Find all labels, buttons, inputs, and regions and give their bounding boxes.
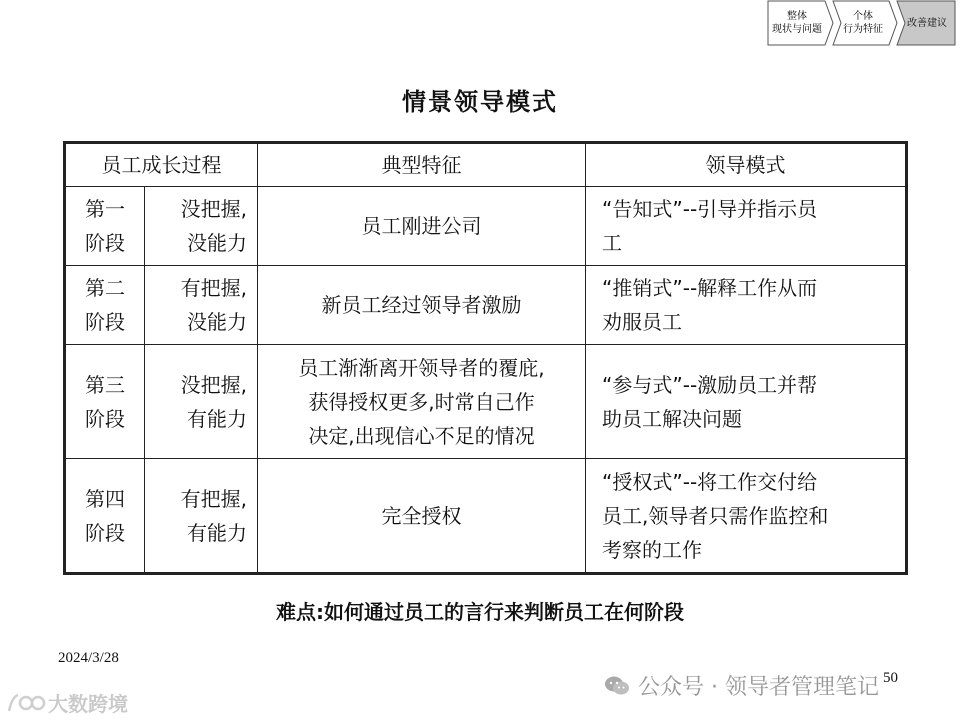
crumb-3-line-1: 改善建议 <box>907 17 947 29</box>
slide-date: 2024/3/28 <box>58 650 119 666</box>
mode-cell <box>586 266 907 345</box>
feature-cell <box>258 187 586 266</box>
condition-text: 有把握, <box>180 486 247 511</box>
mode-text: “告知式”--引导并指示员 <box>602 197 818 221</box>
header-growth-process: 员工成长过程 <box>65 143 258 187</box>
feature-cell <box>258 266 586 345</box>
stage-text: 第三 <box>85 372 125 397</box>
stage-cell <box>65 266 145 345</box>
wechat-icon <box>604 675 630 697</box>
condition-text: 没能力 <box>187 231 247 255</box>
stage-text: 阶段 <box>85 406 125 431</box>
dashu-logo-icon <box>6 691 46 715</box>
crumb-2-line-1: 个体 <box>853 11 873 22</box>
crumb-1-line-1: 整体 <box>787 11 807 22</box>
mode-cell <box>586 459 907 574</box>
mode-text: 工 <box>602 231 622 255</box>
stage-text: 第四 <box>85 486 125 511</box>
crumb-improvement-suggestions[interactable] <box>899 0 955 46</box>
header-leadership-mode: 领导模式 <box>586 143 907 187</box>
breadcrumb <box>767 0 957 46</box>
table-row <box>65 459 907 574</box>
watermark <box>6 688 128 717</box>
table-row <box>65 345 907 459</box>
mode-text: 考察的工作 <box>602 537 702 562</box>
wechat-account-text: 公众号 · 领导者管理笔记 <box>638 675 879 700</box>
crumb-2-line-2: 行为特征 <box>843 24 883 35</box>
condition-cell <box>145 187 258 266</box>
condition-text: 有把握, <box>180 276 247 300</box>
feature-text: 决定,出现信心不足的情况 <box>308 423 535 448</box>
slide-title: 情景领导模式 <box>402 88 558 116</box>
feature-text: 完全授权 <box>381 503 462 528</box>
watermark-text: 大数跨境 <box>48 692 128 716</box>
feature-cell <box>258 345 586 459</box>
situational-leadership-table <box>63 141 908 575</box>
stage-text: 阶段 <box>85 520 125 545</box>
condition-text: 有能力 <box>187 520 247 545</box>
table-row <box>65 187 907 266</box>
mode-cell <box>586 345 907 459</box>
feature-text: 新员工经过领导者激励 <box>321 293 522 317</box>
condition-text: 没把握, <box>180 372 247 397</box>
stage-text: 第一 <box>85 197 125 221</box>
crumb-individual-behavior[interactable] <box>835 0 891 46</box>
header-typical-features: 典型特征 <box>258 143 586 187</box>
stage-text: 阶段 <box>85 231 125 255</box>
condition-text: 没把握, <box>180 197 247 221</box>
mode-text: “参与式”--激励员工并帮 <box>602 372 818 397</box>
mode-text: 员工,领导者只需作监控和 <box>602 503 829 528</box>
condition-cell <box>145 459 258 574</box>
crumb-overall-status[interactable] <box>767 0 827 46</box>
feature-text: 获得授权更多,时常自己作 <box>308 389 535 414</box>
feature-text: 员工刚进公司 <box>361 214 482 238</box>
wechat-account-label <box>604 670 879 701</box>
table-header-row <box>65 143 907 187</box>
stage-cell <box>65 187 145 266</box>
mode-text: “授权式”--将工作交付给 <box>602 469 818 494</box>
mode-cell <box>586 187 907 266</box>
feature-text: 员工渐渐离开领导者的覆庇, <box>298 355 545 380</box>
stage-cell <box>65 459 145 574</box>
mode-text: 助员工解决问题 <box>602 406 742 431</box>
page-number: 50 <box>883 670 898 686</box>
condition-cell <box>145 266 258 345</box>
difficulty-note: 难点:如何通过员工的言行来判断员工在何阶段 <box>276 600 684 624</box>
condition-cell <box>145 345 258 459</box>
crumb-1-line-2: 现状与问题 <box>772 24 822 35</box>
mode-text: “推销式”--解释工作从而 <box>602 276 818 300</box>
mode-text: 劝服员工 <box>602 310 682 334</box>
stage-cell <box>65 345 145 459</box>
feature-cell <box>258 459 586 574</box>
table-row <box>65 266 907 345</box>
condition-text: 没能力 <box>187 310 247 334</box>
stage-text: 第二 <box>85 276 125 300</box>
condition-text: 有能力 <box>187 406 247 431</box>
stage-text: 阶段 <box>85 310 125 334</box>
